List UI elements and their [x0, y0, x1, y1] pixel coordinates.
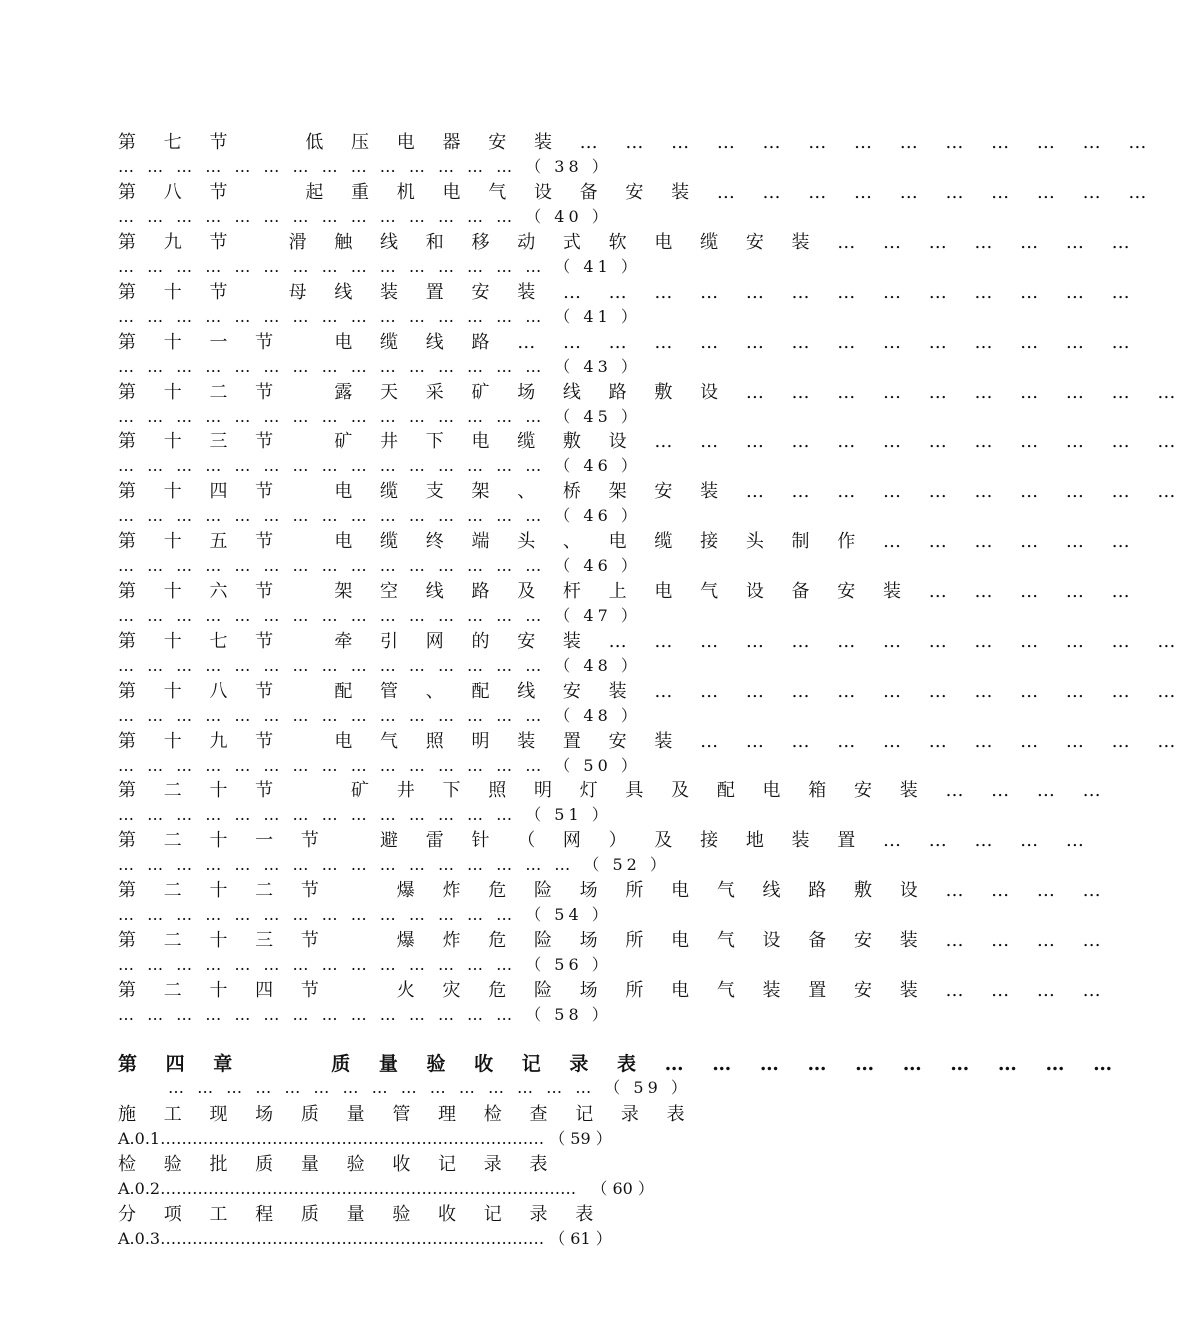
- page-number: （ 38 ）: [525, 157, 612, 176]
- page-number: （ 46 ）: [554, 556, 641, 575]
- entry-title: 第 七 节 低 压 电 器 安 装: [118, 132, 563, 153]
- page-number: （ 41 ）: [554, 257, 641, 276]
- entry-title: 第 十 二 节 露 天 采 矿 场 线 路 敷 设: [118, 382, 730, 403]
- page-number: （ 58 ）: [525, 1005, 612, 1024]
- page-number: （ 47 ）: [554, 606, 641, 625]
- entry-leader: … … … … … … … … … … … … … …: [118, 1005, 526, 1024]
- entry-leader: … … … … … … … … … …: [729, 382, 1186, 403]
- entry-leader: … … … … … … … … … … … … … …: [500, 332, 1141, 353]
- toc-record-a01: [118, 1103, 848, 1151]
- entry-title: 第 十 九 节 电 气 照 明 装 置 安 装: [118, 731, 684, 752]
- entry-leader: … … … … … … … … … … … … …: [546, 282, 1141, 303]
- entry-title: 第 十 一 节 电 缆 线 路: [118, 332, 501, 353]
- entry-title: 第 二 十 二 节 爆 炸 危 险 场 所 电 气 线 路 敷 设: [118, 880, 929, 901]
- entry-leader: … … … …: [928, 930, 1112, 951]
- record-code: A.0.1: [118, 1129, 161, 1148]
- entry-title: 第 八 节 起 重 机 电 气 设 备 安 装: [118, 182, 701, 203]
- entry-leader: … … … … … … … … … …: [729, 481, 1186, 502]
- entry-leader: … … … … … … … … … … … … … … …: [118, 307, 555, 326]
- toc-entry-7: [118, 131, 1158, 179]
- entry-leader: … … … … … … … … … … … … … … …: [118, 357, 555, 376]
- entry-title: 第 十 五 节 电 缆 终 端 头 、 电 缆 接 头 制 作: [118, 531, 867, 552]
- page-number: （ 50 ）: [554, 756, 641, 775]
- entry-title: 第 二 十 一 节 避 雷 针 （ 网 ） 及 接 地 装 置: [118, 830, 867, 851]
- page-number: （ 61 ）: [549, 1229, 612, 1248]
- toc-entry-17: [118, 630, 1186, 678]
- entry-title: 第 二 十 节 矿 井 下 照 明 灯 具 及 配 电 箱 安 装: [118, 780, 929, 801]
- toc-entry-9: [118, 231, 1141, 279]
- entry-leader: … … … … … … … … … … … … … … …: [118, 656, 555, 675]
- entry-leader: … … … … … … … … … … … …: [637, 431, 1186, 452]
- entry-leader: … … … … … … … … … … …: [683, 731, 1186, 752]
- page-number: （ 56 ）: [525, 955, 612, 974]
- entry-title: 第 十 七 节 牵 引 网 的 安 装: [118, 631, 592, 652]
- entry-leader: … … … … … … … … … … … … … … …: [118, 556, 555, 575]
- toc-entry-10: [118, 281, 1141, 329]
- toc-entry-21: [118, 829, 1095, 877]
- entry-leader: … … … … … … … … … … … …: [637, 681, 1186, 702]
- page-number: （ 52 ）: [583, 855, 670, 874]
- entry-leader: … … … … … … … … … … … … … … …: [118, 756, 555, 775]
- entry-title: 第 十 八 节 配 管 、 配 线 安 装: [118, 681, 638, 702]
- entry-leader: … … … … … … … … … … … … … …: [118, 955, 526, 974]
- entry-leader: … … … … …: [912, 581, 1141, 602]
- page-number: （ 51 ）: [525, 805, 612, 824]
- record-title: 施 工 现 场 质 量 管 理 检 查 记 录 表: [118, 1104, 696, 1125]
- entry-leader: … … … … … … …: [820, 232, 1141, 253]
- entry-title: 第 十 六 节 架 空 线 路 及 杆 上 电 气 设 备 安 装: [118, 581, 912, 602]
- page-number: （ 59 ）: [604, 1078, 691, 1097]
- toc-entry-19: [118, 730, 1186, 778]
- toc-entry-14: [118, 480, 1186, 528]
- page-number: （ 45 ）: [554, 407, 641, 426]
- entry-leader: … … … … … … … … … … … … … …: [118, 157, 526, 176]
- page-number: （ 48 ）: [554, 656, 641, 675]
- entry-leader: … … … … … … … … … … … … … … …: [118, 257, 555, 276]
- entry-leader: … … … … … …: [866, 531, 1141, 552]
- record-title: 检 验 批 质 量 验 收 记 录 表: [118, 1154, 559, 1175]
- page-number: （ 43 ）: [554, 357, 641, 376]
- record-title: 分 项 工 程 质 量 验 收 记 录 表: [118, 1204, 605, 1225]
- entry-leader: … … … … … … … … … … … … … … …: [168, 1078, 605, 1097]
- entry-title: 第 二 十 四 节 火 灾 危 险 场 所 电 气 装 置 安 装: [118, 980, 929, 1001]
- page-number: （ 60 ）: [591, 1179, 654, 1198]
- toc-record-a02: [118, 1153, 848, 1201]
- entry-leader: … … … … … … … … … … … … … …: [118, 805, 526, 824]
- toc-entry-15: [118, 530, 1141, 578]
- entry-leader: … … … … … … … … … … … … … … …: [118, 456, 555, 475]
- page-number: （ 40 ）: [525, 207, 612, 226]
- toc-entry-12: [118, 381, 1186, 429]
- toc-record-a03: [118, 1203, 848, 1251]
- entry-leader: ………………………………………………………………: [160, 1129, 550, 1148]
- entry-leader: … … … … …: [866, 830, 1095, 851]
- toc-entry-18: [118, 680, 1186, 728]
- page-number: （ 59 ）: [549, 1129, 612, 1148]
- toc-chapter-4: [118, 1052, 1124, 1100]
- toc-entry-16: [118, 580, 1141, 628]
- entry-leader: … … … … … … … … … … … … …: [591, 631, 1186, 652]
- entry-leader: … … … … … … … … … …: [647, 1053, 1124, 1075]
- toc-entry-8: [118, 181, 1158, 229]
- entry-title: 第 十 三 节 矿 井 下 电 缆 敷 设: [118, 431, 638, 452]
- record-code: A.0.2: [118, 1179, 161, 1198]
- toc-entry-22: [118, 879, 1112, 927]
- entry-title: 第 十 四 节 电 缆 支 架 、 桥 架 安 装: [118, 481, 730, 502]
- entry-leader: … … … … … … … … … …: [700, 182, 1158, 203]
- entry-leader: … … … … … … … … … … … … …: [562, 132, 1158, 153]
- chapter-title: 第 四 章 质 量 验 收 记 录 表: [118, 1053, 647, 1075]
- entry-leader: ………………………………………………………………: [160, 1229, 550, 1248]
- entry-title: 第 九 节 滑 触 线 和 移 动 式 软 电 缆 安 装: [118, 232, 821, 253]
- toc-entry-20: [118, 779, 1112, 827]
- entry-title: 第 二 十 三 节 爆 炸 危 险 场 所 电 气 设 备 安 装: [118, 930, 929, 951]
- toc-entry-24: [118, 979, 1112, 1027]
- page-number: （ 41 ）: [554, 307, 641, 326]
- toc-entry-11: [118, 331, 1141, 379]
- toc-entry-23: [118, 929, 1112, 977]
- toc-entry-13: [118, 430, 1186, 478]
- entry-leader: … … … …: [928, 980, 1112, 1001]
- entry-leader: … … … … … … … … … … … … … … …: [118, 407, 555, 426]
- entry-leader: … … … … … … … … … … … … … … …: [118, 606, 555, 625]
- entry-leader: … … … …: [928, 780, 1112, 801]
- entry-leader: ……………………………………………………………………: [160, 1179, 592, 1198]
- entry-leader: … … … … … … … … … … … … … … …: [118, 706, 555, 725]
- record-code: A.0.3: [118, 1229, 161, 1248]
- page-number: （ 46 ）: [554, 506, 641, 525]
- entry-title: 第 十 节 母 线 装 置 安 装: [118, 282, 547, 303]
- entry-leader: … … … … … … … … … … … … … …: [118, 905, 526, 924]
- entry-leader: … … … … … … … … … … … … … … … …: [118, 855, 584, 874]
- page-number: （ 46 ）: [554, 456, 641, 475]
- page-number: （ 48 ）: [554, 706, 641, 725]
- page-number: （ 54 ）: [525, 905, 612, 924]
- entry-leader: … … … … … … … … … … … … … …: [118, 207, 526, 226]
- entry-leader: … … … … … … … … … … … … … … …: [118, 506, 555, 525]
- entry-leader: … … … …: [928, 880, 1112, 901]
